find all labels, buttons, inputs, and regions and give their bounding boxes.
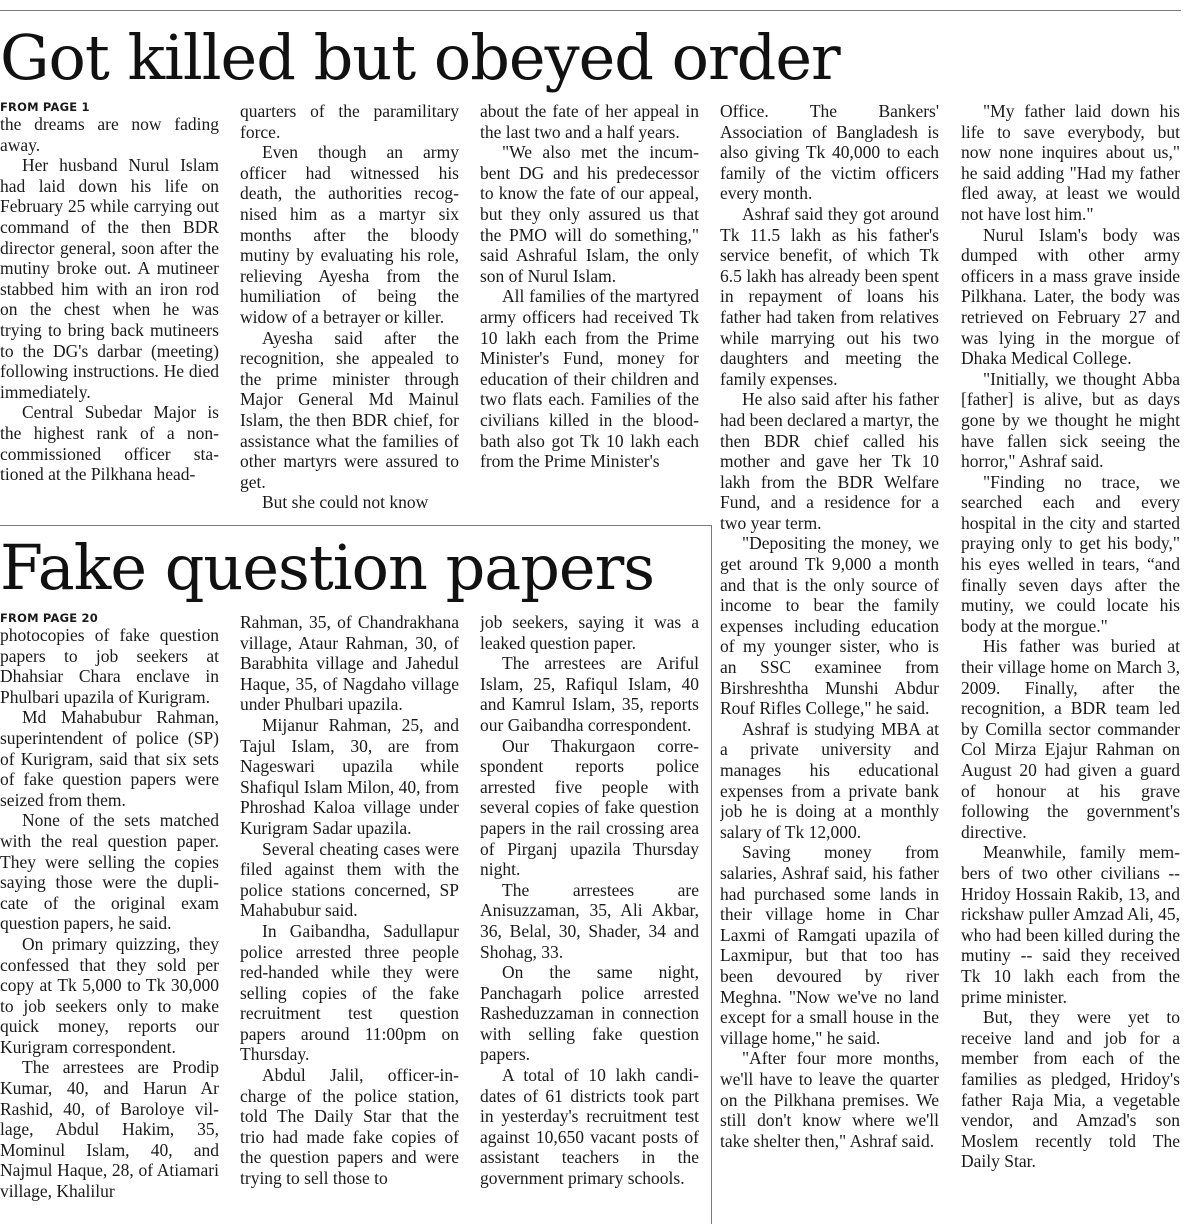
paragraph: the dreams are now fading away. [0, 114, 219, 155]
paragraph: Md Mahabubur Rahman, superintendent of police (SP) of Kurigram, said that six sets of fake question papers were seized from them. [0, 707, 219, 810]
paragraph: But, they were yet to receive land and job for a member from each of the families as pledged, Hridoy's father Raja Mia, a vegetable vendor, and Amzad's son Moslem recently told The Daily Star. [961, 1007, 1180, 1172]
paragraph: But she could not know [262, 492, 429, 513]
paragraph: about the fate of her appeal in the last two and a half years. [480, 101, 699, 142]
story1-column-3 [480, 101, 699, 472]
paragraph: On primary quizzing, they confessed that they sold per copy at Tk 5,000 to Tk 30,000 to job seekers only to make quick money, reports our Kurigram correspondent. [0, 933, 219, 1057]
paragraph: In Gaibandha, Sadullapur police arrested three people red-handed while they were selling copies of the fake recruitment test question papers around 11:00pm on Thursday. [240, 920, 459, 1065]
paragraph: Office. The Bankers' Association of Bangladesh is also giving Tk 40,000 to each family of the victim officers every month. [720, 101, 939, 204]
paragraph: quarters of the paramilitary force. [240, 101, 459, 142]
paragraph: Even though an army officer had witnessed his death, the authorities recognised him as a martyr six months after the bloody mutiny by evaluating his role, relieving Ayesha from the humiliation of being the widow of a betrayer or killer. [240, 142, 459, 327]
story1-column-5 [961, 101, 1180, 1224]
story1-column-2 [240, 101, 459, 513]
paragraph: His father was buried at their village home on March 3, 2009. Finally, after the recognition, a BDR team led by Comilla sector commander Col Mirza Ejajur Rahman on August 20 had given a guard of honour at his grave following the government's directive. [961, 636, 1180, 842]
story2-column-1 [0, 612, 219, 1224]
story1-column-1 [0, 101, 219, 485]
paragraph: Central Subedar Major is the highest rank of a non-commissioned officer stationed at the Pilkhana head- [0, 402, 219, 485]
paragraph: "Depositing the money, we get around Tk 9,000 a month and that is the only source of income to bear the family expenses including education of my younger sister, who is an SSC examinee from Birshreshtha Munshi Abdur Rouf Rifles College," he said. [720, 533, 939, 719]
paragraph: "Initially, we thought Abba [father] is alive, but as days gone by we thought he might have fallen sick seeing the horror," Ashraf said. [961, 368, 1180, 472]
story2-headline: Fake question papers [0, 531, 655, 604]
paragraph: The arrestees are Prodip Kumar, 40, and Harun Ar Rashid, 40, of Baroloye village, Abdul Hakim, 35, Mominul Islam, 40, and Najmul Haque, 28, of Atiamari village, Khalilur [0, 1057, 219, 1202]
paragraph: Our Thakurgaon correspondent reports police arrested five people with several copies of fake question papers in the rail crossing area of Pirganj upazila Thursday night. [480, 735, 699, 880]
paragraph: A total of 10 lakh candidates of 61 districts took part in yesterday's recruitment test against 10,650 vacant posts of assistant teachers in the government primary schools. [480, 1065, 699, 1189]
paragraph: "We also met the incumbent DG and his predecessor to know the fate of our appeal, but they only assured us that the PMO will do something," said Ashraful Islam, the only son of Nurul Islam. [480, 142, 699, 286]
paragraph: He also said after his father had been declared a martyr, the then BDR chief called his mother and gave her Tk 10 lakh from the BDR Welfare Fund, and a residence for a two year term. [720, 389, 939, 533]
paragraph: None of the sets matched with the real question paper. They were selling the copies saying those were the duplicate of the original exam question papers, he said. [0, 810, 219, 934]
paragraph: Ayesha said after the recognition, she appealed to the prime minister through Major General Md Mainul Islam, the then BDR chief, for assistance what the families of other martyrs were assured to get. [240, 327, 459, 492]
paragraph: All families of the martyred army officers had received Tk 10 lakh each from the Prime Minister's Fund, money for education of their children and two flats each. Families of the civilians killed in the bloodbath also got Tk 10 lakh each from the Prime Minister's [480, 286, 699, 472]
story2-kicker: FROM PAGE 20 [0, 612, 98, 625]
paragraph: The arrestees are Ariful Islam, 25, Rafiqul Islam, 40 and Kamrul Islam, 35, reports our Gaibandha correspondent. [480, 653, 699, 735]
story1-headline: Got killed but obeyed order [0, 21, 840, 94]
paragraph: job seekers, saying it was a leaked question paper. [480, 612, 699, 653]
paragraph: Saving money from salaries, Ashraf said, his father had purchased some lands in their village home in Char Laxmi of Ramgati upazila of Laxmipur, but that too has been devoured by river Meghna. "Now we've no land except for a small house in the village home," he said. [720, 842, 939, 1048]
paragraph: Mijanur Rahman, 25, and Tajul Islam, 30, are from Nageswari upazila while Shafiqul Islam Milon, 40, from Phroshad Kaloa village under Kurigram Sadar upazila. [240, 714, 459, 838]
top-rule [0, 10, 1181, 11]
paragraph: "Finding no trace, we searched each and every hospital in the city and started praying only to get his body," his eyes welled in tears, “and finally seven days after the mutiny, we could locate his body at the morgue." [961, 471, 1180, 636]
story2-column-2 [240, 612, 459, 1224]
paragraph: photocopies of fake question papers to job seekers at Dhahsiar Chara enclave in Phulbari upazila of Kurigram. [0, 625, 219, 707]
paragraph: Several cheating cases were filed against them with the police stations concerned, SP Mahabubur said. [240, 838, 459, 921]
paragraph: Abdul Jalil, officer-in-charge of the police station, told The Daily Star that the trio had made fake copies of the question papers and were trying to sell those to [240, 1065, 459, 1189]
story2-column-3 [480, 612, 699, 1224]
story-divider-vertical [711, 525, 712, 1224]
paragraph: "After four more months, we'll have to leave the quarter on the Pilkhana premises. We still don't know where we'll take shelter then," Ashraf said. [720, 1048, 939, 1151]
story1-column-4 [720, 101, 939, 1224]
paragraph: Ashraf is studying MBA at a private university and manages his educational expenses from a private bank job he is doing at a monthly salary of Tk 12,000. [720, 718, 939, 842]
paragraph: "My father laid down his life to save everybody, but now none inquires about us," he said adding "Had my father fled away, at least we would not have lost him." [961, 101, 1180, 224]
story1-kicker: FROM PAGE 1 [0, 101, 90, 114]
paragraph: Ashraf said they got around Tk 11.5 lakh as his father's service benefit, of which Tk 6.5 lakh has already been spent in repayment of loans his father had taken from relatives while marrying out his two daughters and meeting the family expenses. [720, 203, 939, 389]
paragraph: Meanwhile, family members of two other civilians -- Hridoy Hossain Rakib, 13, and rickshaw puller Amzad Ali, 45, who had been killed during the mutiny -- said they received Tk 10 lakh each from the prime minister. [961, 842, 1180, 1007]
paragraph: Her husband Nurul Islam had laid down his life on February 25 while carrying out command of the then BDR director general, soon after the mutiny broke out. A mutineer stabbed him with an iron rod on the chest when he was trying to bring back mutineers to the DG's darbar (meeting) following instructions. He died immediately. [0, 155, 219, 402]
story-divider-horizontal [0, 525, 711, 526]
paragraph: Nurul Islam's body was dumped with other army officers in a mass grave inside Pilkhana. Later, the body was retrieved on February 27 and was lying in the morgue of Dhaka Medical College. [961, 224, 1180, 369]
paragraph: The arrestees are Anisuzzaman, 35, Ali Akbar, 36, Belal, 30, Shader, 34 and Shohag, 33. [480, 879, 699, 962]
paragraph: Rahman, 35, of Chandrakhana village, Ataur Rahman, 30, of Barabhita village and Jahedul Haque, 35, of Nagdaho village under Phulbari upazila. [240, 612, 459, 715]
paragraph: On the same night, Panchagarh police arrested Rasheduzzaman in connection with selling fake question papers. [480, 962, 699, 1065]
